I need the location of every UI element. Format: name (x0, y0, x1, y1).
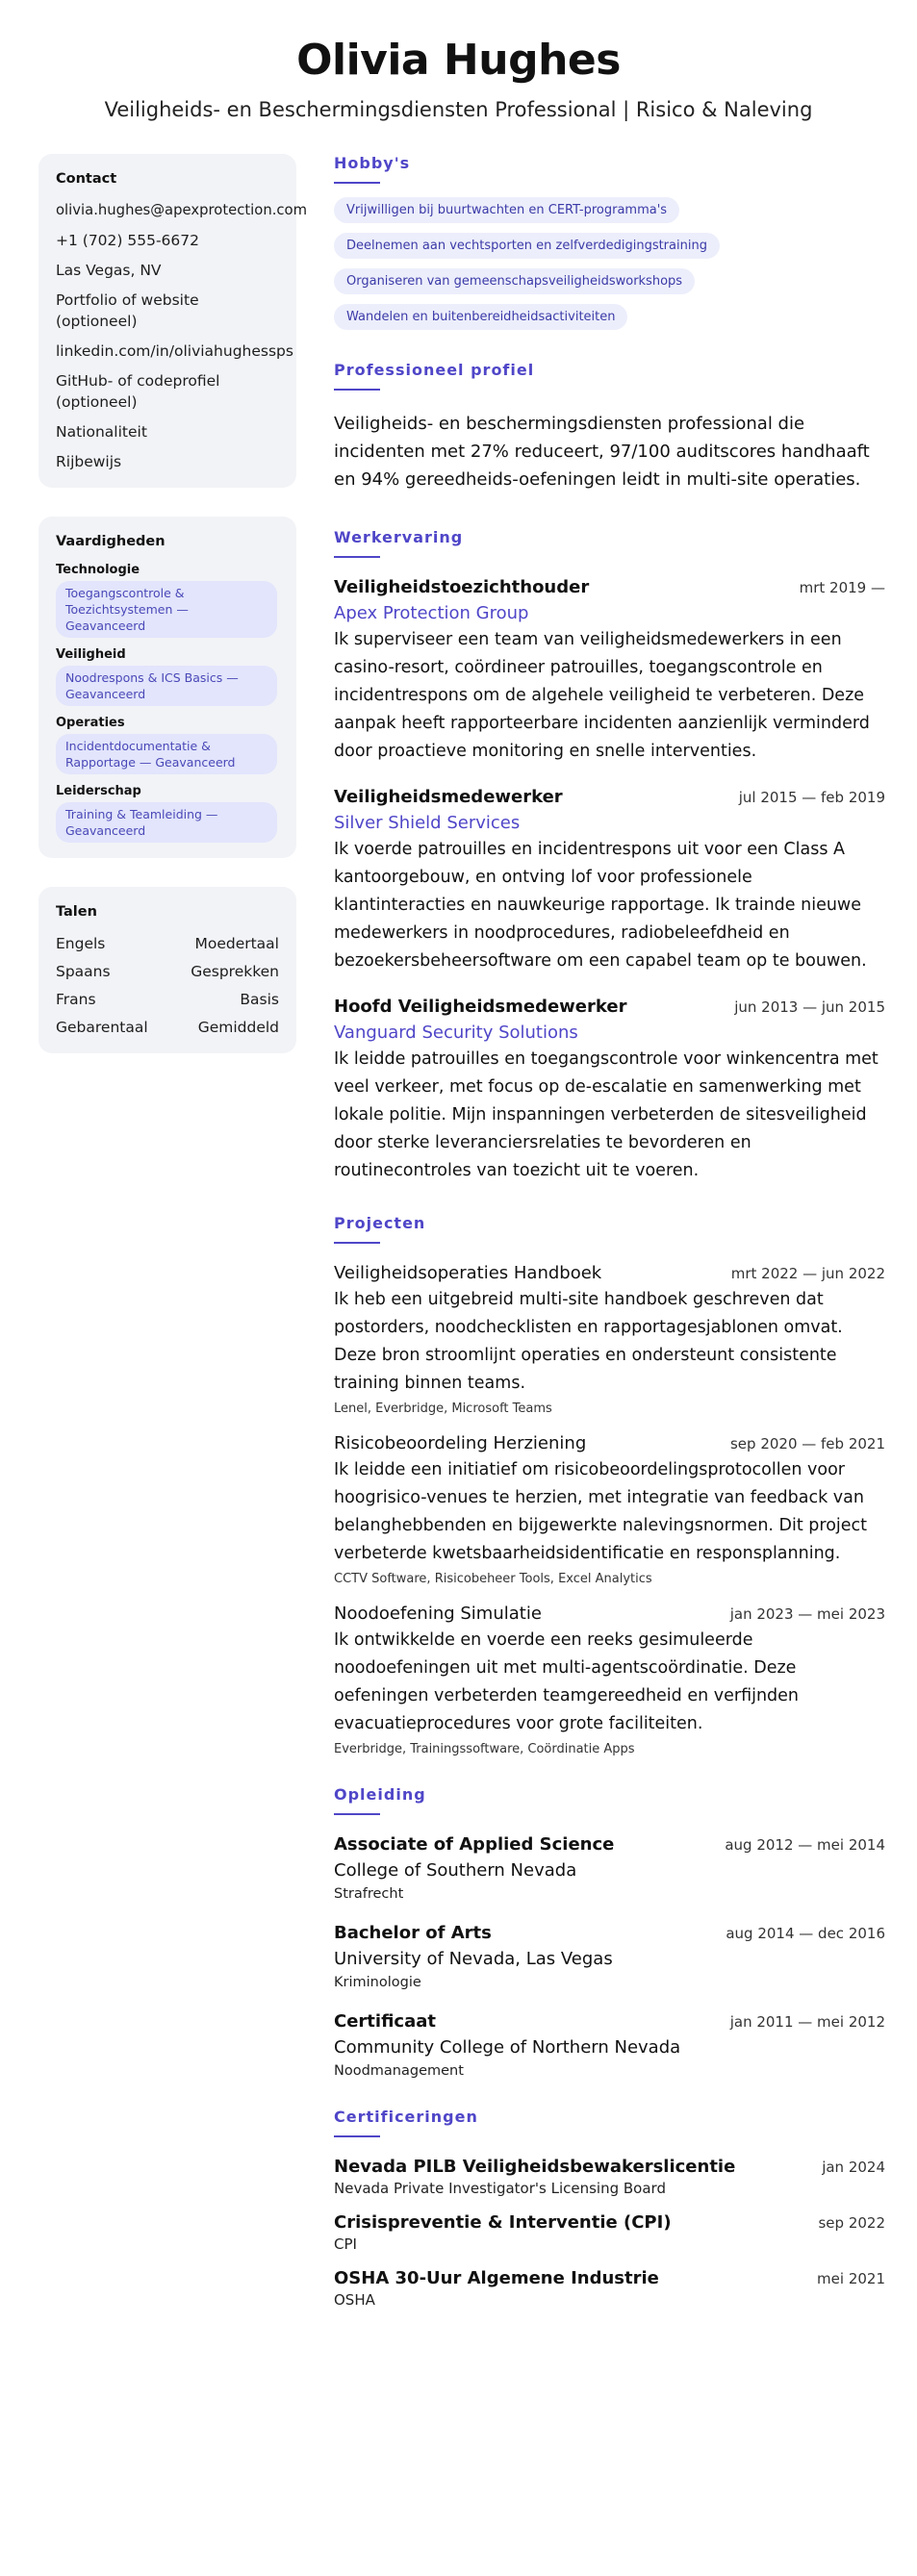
certification-name: Crisispreventie & Interventie (CPI) (334, 2212, 672, 2233)
skill-category: Leiderschap (56, 784, 141, 798)
section-title: Professioneel profiel (334, 361, 535, 379)
education-school: Community College of Northern Nevada (334, 2037, 681, 2058)
certification-entry (334, 2157, 885, 2197)
education-entry (334, 1834, 885, 1902)
project-name: Risicobeoordeling Herziening (334, 1433, 587, 1453)
education-school: College of Southern Nevada (334, 1860, 577, 1881)
skill-group (56, 563, 279, 638)
certification-date: jan 2024 (822, 2159, 885, 2176)
project-tools: Everbridge, Trainingssoftware, Coördinatie Apps (334, 1742, 635, 1756)
project-entry (334, 1433, 885, 1586)
main-content (334, 154, 885, 2337)
languages-card (38, 887, 296, 1053)
job-description: Ik leidde patrouilles en toegangscontrole voor winkencentra met veel verkeer, met focus op de-escalatie en samenwerking met lokale politie. Mijn inspanningen verbeterden de sitesveiligheid door sterke leveranciersrelaties te bevorderen en routinecontroles van toezicht uit te voeren. (334, 1049, 879, 1180)
job-role: Hoofd Veiligheidsmedewerker (334, 997, 627, 1017)
project-name: Veiligheidsoperaties Handboek (334, 1263, 602, 1283)
education-entry (334, 1923, 885, 1990)
language-name: Spaans (56, 963, 111, 980)
skills-card (38, 517, 296, 858)
certification-date: sep 2022 (818, 2214, 885, 2232)
job-company: Apex Protection Group (334, 603, 529, 623)
section-title: Werkervaring (334, 528, 464, 546)
project-name: Noodoefening Simulatie (334, 1604, 542, 1624)
language-level: Basis (240, 991, 279, 1008)
job-role: Veiligheidstoezichthouder (334, 577, 590, 597)
language-row (56, 989, 279, 1010)
languages-title: Talen (56, 904, 97, 920)
job-date: jun 2013 — jun 2015 (734, 998, 885, 1016)
profile-text: Veiligheids- en beschermingsdiensten professional die incidenten met 27% reduceert, 97/100 auditscores handhaaft en 94% gereedheids-oefeningen leidt in multi-site operaties. (334, 414, 870, 490)
certifications-section (334, 2108, 885, 2309)
education-field: Kriminologie (334, 1975, 421, 1990)
hobby-tag: Wandelen en buitenbereidheidsactiviteiten (334, 304, 627, 330)
language-row (56, 933, 279, 954)
projects-section (334, 1214, 885, 1756)
language-level: Gemiddeld (197, 1019, 279, 1036)
profile-section (334, 361, 885, 493)
skill-pill: Toegangscontrole & Toezichtsystemen — Geavanceerd (56, 581, 277, 638)
section-divider (334, 2135, 380, 2137)
contact-license: Rijbewijs (56, 453, 122, 470)
project-date: sep 2020 — feb 2021 (729, 1435, 885, 1452)
certification-entry (334, 2212, 885, 2253)
hobbies-section (334, 154, 885, 330)
project-entry (334, 1263, 885, 1416)
education-field: Noodmanagement (334, 2063, 464, 2079)
project-date: mrt 2022 — jun 2022 (730, 1265, 885, 1282)
job-description: Ik voerde patrouilles en incidentrespons uit voor een Class A kantoorgebouw, en ontving lof voor professionele klantinteracties en nauwkeurige rapportage. Ik trainde nieuwe medewerkers in noodprocedures, radiobeleefdheid en bezoekersbeheersoftware om een capabel team op te bouwen. (334, 840, 867, 971)
certification-name: Nevada PILB Veiligheidsbewakerslicentie (334, 2157, 736, 2177)
skill-pill: Training & Teamleiding — Geavanceerd (56, 802, 277, 843)
certification-name: OSHA 30-Uur Algemene Industrie (334, 2268, 659, 2288)
section-title: Opleiding (334, 1785, 426, 1804)
contact-email[interactable]: olivia.hughes@apexprotection.com (56, 202, 308, 218)
contact-location: Las Vegas, NV (56, 262, 162, 279)
section-divider (334, 389, 380, 391)
contact-linkedin[interactable]: linkedin.com/in/oliviahughessps (56, 342, 293, 360)
contact-portfolio[interactable]: Portfolio of website (optioneel) (56, 291, 199, 330)
resume-header (0, 0, 917, 125)
project-date: jan 2023 — mei 2023 (729, 1605, 885, 1623)
contact-title: Contact (56, 171, 117, 187)
skill-group (56, 784, 279, 843)
project-description: Ik heb een uitgebreid multi-site handboek geschreven dat postorders, noodchecklisten en rapportagesjablonen omvat. Deze bron stroomlijnt operaties en ondersteunt consistente training binnen teams. (334, 1290, 843, 1393)
language-name: Engels (56, 935, 106, 952)
skill-group (56, 647, 279, 706)
education-school: University of Nevada, Las Vegas (334, 1949, 613, 1969)
language-level: Gesprekken (191, 963, 279, 980)
education-degree: Associate of Applied Science (334, 1834, 615, 1855)
section-divider (334, 182, 380, 184)
skill-pill: Incidentdocumentatie & Rapportage — Geavanceerd (56, 734, 277, 774)
section-title: Projecten (334, 1214, 426, 1232)
section-divider (334, 1813, 380, 1815)
sidebar (38, 154, 308, 1082)
education-date: aug 2012 — mei 2014 (725, 1836, 885, 1854)
job-role: Veiligheidsmedewerker (334, 787, 563, 807)
contact-card (38, 154, 308, 488)
skill-category: Operaties (56, 716, 125, 730)
hobby-tag: Vrijwilligen bij buurtwachten en CERT-programma's (334, 197, 679, 223)
language-level: Moedertaal (194, 935, 279, 952)
education-field: Strafrecht (334, 1886, 404, 1902)
language-row (56, 1017, 279, 1038)
skill-category: Technologie (56, 563, 140, 577)
project-tools: Lenel, Everbridge, Microsoft Teams (334, 1402, 552, 1416)
project-entry (334, 1604, 885, 1756)
job-date: jul 2015 — feb 2019 (738, 789, 885, 806)
language-row (56, 961, 279, 982)
experience-entry (334, 577, 885, 766)
section-divider (334, 1242, 380, 1244)
project-tools: CCTV Software, Risicobeheer Tools, Excel Analytics (334, 1572, 652, 1586)
experience-entry (334, 787, 885, 975)
skill-pill: Noodrespons & ICS Basics — Geavanceerd (56, 666, 277, 706)
skills-title: Vaardigheden (56, 534, 166, 549)
certification-issuer: CPI (334, 2235, 357, 2253)
education-entry (334, 2011, 885, 2079)
language-name: Frans (56, 991, 96, 1008)
section-title: Hobby's (334, 154, 411, 172)
contact-phone[interactable]: +1 (702) 555-6672 (56, 232, 200, 249)
experience-entry (334, 997, 885, 1185)
candidate-headline: Veiligheids- en Beschermingsdiensten Professional | Risico & Naleving (104, 98, 813, 121)
contact-github[interactable]: GitHub- of codeprofiel (optioneel) (56, 372, 220, 411)
experience-section (334, 528, 885, 1185)
education-date: aug 2014 — dec 2016 (726, 1925, 885, 1942)
hobby-tag: Deelnemen aan vechtsporten en zelfverdedigingstraining (334, 233, 720, 259)
certification-issuer: OSHA (334, 2291, 375, 2309)
job-description: Ik superviseer een team van veiligheidsmedewerkers in een casino-resort, coördineer patrouilles, toegangscontrole en incidentrespons om de algehele veiligheid te verbeteren. Deze aanpak heeft rapporteerbare incidenten aanzienlijk verminderd door proactieve monitoring en snelle interventies. (334, 630, 870, 761)
education-section (334, 1785, 885, 2079)
certification-issuer: Nevada Private Investigator's Licensing Board (334, 2180, 666, 2197)
job-date: mrt 2019 — (799, 579, 885, 596)
education-degree: Certificaat (334, 2011, 436, 2032)
section-title: Certificeringen (334, 2108, 478, 2126)
contact-nationality: Nationaliteit (56, 423, 147, 441)
project-description: Ik leidde een initiatief om risicobeoordelingsprotocollen voor hoogrisico-venues te herzien, met integratie van feedback van belanghebbenden en bijgewerkte nalevingsnormen. Dit project verbeterde kwetsbaarheidsidentificatie en responsplanning. (334, 1460, 868, 1563)
project-description: Ik ontwikkelde en voerde een reeks gesimuleerde noodoefeningen uit met multi-agentscoördinatie. Deze oefeningen verbeterden teamgereedheid en verfijnden evacuatieprocedures voor grote faciliteiten. (334, 1630, 800, 1733)
job-company: Silver Shield Services (334, 813, 521, 833)
candidate-name: Olivia Hughes (296, 36, 621, 85)
certification-entry (334, 2268, 885, 2309)
education-degree: Bachelor of Arts (334, 1923, 492, 1943)
language-name: Gebarentaal (56, 1019, 148, 1036)
certification-date: mei 2021 (817, 2270, 885, 2287)
skill-group (56, 716, 279, 774)
hobby-tag: Organiseren van gemeenschapsveiligheidsworkshops (334, 268, 695, 294)
skill-category: Veiligheid (56, 647, 126, 662)
education-date: jan 2011 — mei 2012 (729, 2013, 885, 2031)
section-divider (334, 556, 380, 558)
job-company: Vanguard Security Solutions (334, 1023, 578, 1043)
